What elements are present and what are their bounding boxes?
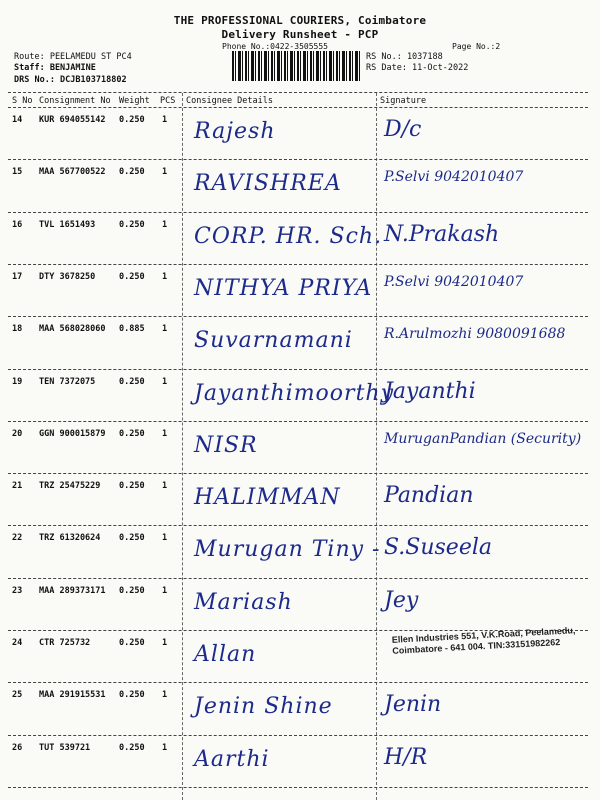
row-pcs: 1 <box>162 481 168 491</box>
row-weight: 0.250 <box>119 743 145 753</box>
row-consignment: TVL 1651493 <box>39 220 96 230</box>
row-consignment: MAA 567700522 <box>39 167 106 177</box>
row-signature: P.Selvi 9042010407 <box>384 169 524 185</box>
row-consignee-handwriting: Jenin Shine <box>194 694 333 719</box>
row-divider <box>8 578 588 579</box>
row-signature: H/R <box>384 745 428 770</box>
divider <box>8 107 588 108</box>
column-rule <box>182 93 183 800</box>
row-consignment: KUR 694055142 <box>39 115 106 125</box>
row-weight: 0.250 <box>119 481 145 491</box>
row-weight: 0.250 <box>119 429 145 439</box>
row-pcs: 1 <box>162 324 168 334</box>
row-divider <box>8 421 588 422</box>
row-pcs: 1 <box>162 533 168 543</box>
row-divider <box>8 316 588 317</box>
row-weight: 0.250 <box>119 690 145 700</box>
row-pcs: 1 <box>162 220 168 230</box>
row-sno: 26 <box>12 743 23 753</box>
row-sno: 21 <box>12 481 23 491</box>
row-sno: 16 <box>12 220 23 230</box>
row-weight: 0.250 <box>119 377 145 387</box>
row-pcs: 1 <box>162 377 168 387</box>
row-divider <box>8 787 588 788</box>
row-consignment: MAA 568028060 <box>39 324 106 334</box>
row-signature: MuruganPandian (Security) <box>384 431 582 447</box>
row-consignee-handwriting: Rajesh <box>194 119 276 144</box>
row-consignment: CTR 725732 <box>39 638 91 648</box>
row-consignee-handwriting: HALIMMAN <box>194 485 341 510</box>
divider <box>8 92 588 93</box>
row-consignee-handwriting: Jayanthimoorthy <box>194 381 395 406</box>
row-consignment: MAA 289373171 <box>39 586 106 596</box>
company-name: THE PROFESSIONAL COURIERS, Coimbatore <box>173 14 427 27</box>
row-signature: Pandian <box>384 483 474 508</box>
row-pcs: 1 <box>162 115 168 125</box>
row-divider <box>8 264 588 265</box>
row-consignment: TUT 539721 <box>39 743 91 753</box>
row-weight: 0.250 <box>119 272 145 282</box>
row-pcs: 1 <box>162 586 168 596</box>
row-pcs: 1 <box>162 690 168 700</box>
col-sno: S No <box>12 96 33 106</box>
row-sno: 19 <box>12 377 23 387</box>
staff-label: Staff: BENJAMINE <box>14 63 96 73</box>
row-signature: P.Selvi 9042010407 <box>384 274 524 290</box>
route-label: Route: PEELAMEDU ST PC4 <box>14 52 132 62</box>
barcode-icon <box>232 51 360 81</box>
row-consignee-handwriting: Murugan Tiny - <box>194 537 381 562</box>
row-consignment: TRZ 61320624 <box>39 533 101 543</box>
row-consignment: DTY 3678250 <box>39 272 96 282</box>
row-signature-stamp: Ellen Industries 551, V.K.Road, Peelamedu, Coimbatore - 641 004. TIN:33151982262 <box>391 625 576 656</box>
row-weight: 0.250 <box>119 167 145 177</box>
row-consignment: TRZ 25475229 <box>39 481 101 491</box>
col-consignee: Consignee Details <box>186 96 273 106</box>
page-number: Page No.:2 <box>452 42 501 51</box>
row-pcs: 1 <box>162 743 168 753</box>
col-weight: Weight <box>119 96 150 106</box>
row-sno: 14 <box>12 115 23 125</box>
column-rule <box>376 93 377 800</box>
row-consignee-handwriting: Allan <box>194 642 257 667</box>
row-consignee-handwriting: Aarthi <box>194 747 270 772</box>
row-signature: R.Arulmozhi 9080091688 <box>384 326 566 342</box>
row-sno: 22 <box>12 533 23 543</box>
row-sno: 20 <box>12 429 23 439</box>
sheet-title: Delivery Runsheet - PCP <box>221 28 379 41</box>
row-sno: 25 <box>12 690 23 700</box>
row-weight: 0.250 <box>119 638 145 648</box>
row-consignee-handwriting: RAVISHREA <box>194 171 342 196</box>
row-sno: 24 <box>12 638 23 648</box>
row-divider <box>8 369 588 370</box>
row-signature: N.Prakash <box>384 222 500 247</box>
row-pcs: 1 <box>162 272 168 282</box>
row-consignee-handwriting: Suvarnamani <box>194 328 353 353</box>
row-sno: 18 <box>12 324 23 334</box>
row-sno: 15 <box>12 167 23 177</box>
row-weight: 0.250 <box>119 586 145 596</box>
row-divider <box>8 735 588 736</box>
col-consignment: Consignment No <box>39 96 111 106</box>
row-weight: 0.250 <box>119 220 145 230</box>
row-weight: 0.250 <box>119 115 145 125</box>
row-consignment: TEN 7372075 <box>39 377 96 387</box>
row-signature: D/c <box>384 117 422 142</box>
row-consignee-handwriting: Mariash <box>194 590 293 615</box>
row-signature: Jenin <box>384 692 442 717</box>
row-divider <box>8 525 588 526</box>
rs-number: RS No.: 1037188 <box>366 52 443 62</box>
row-sno: 23 <box>12 586 23 596</box>
row-signature: Jayanthi <box>384 379 476 404</box>
row-consignee-handwriting: CORP. HR. Sch. <box>194 224 383 249</box>
row-signature: S.Suseela <box>384 535 493 560</box>
row-consignee-handwriting: NISR <box>194 433 258 458</box>
row-divider <box>8 159 588 160</box>
row-consignee-handwriting: NITHYA PRIYA <box>194 276 373 301</box>
rs-date: RS Date: 11-Oct-2022 <box>366 63 469 73</box>
row-pcs: 1 <box>162 429 168 439</box>
phone-number: Phone No.:0422-3505555 <box>222 42 328 51</box>
row-consignment: MAA 291915531 <box>39 690 106 700</box>
row-weight: 0.250 <box>119 533 145 543</box>
row-weight: 0.885 <box>119 324 145 334</box>
row-divider <box>8 473 588 474</box>
drs-number: DRS No.: DCJB103718802 <box>14 75 127 85</box>
row-sno: 17 <box>12 272 23 282</box>
row-divider <box>8 682 588 683</box>
row-divider <box>8 212 588 213</box>
col-signature: Signature <box>380 96 427 106</box>
row-pcs: 1 <box>162 638 168 648</box>
col-pcs: PCS <box>160 96 176 106</box>
row-pcs: 1 <box>162 167 168 177</box>
row-signature: Jey <box>384 588 419 613</box>
row-consignment: GGN 900015879 <box>39 429 106 439</box>
